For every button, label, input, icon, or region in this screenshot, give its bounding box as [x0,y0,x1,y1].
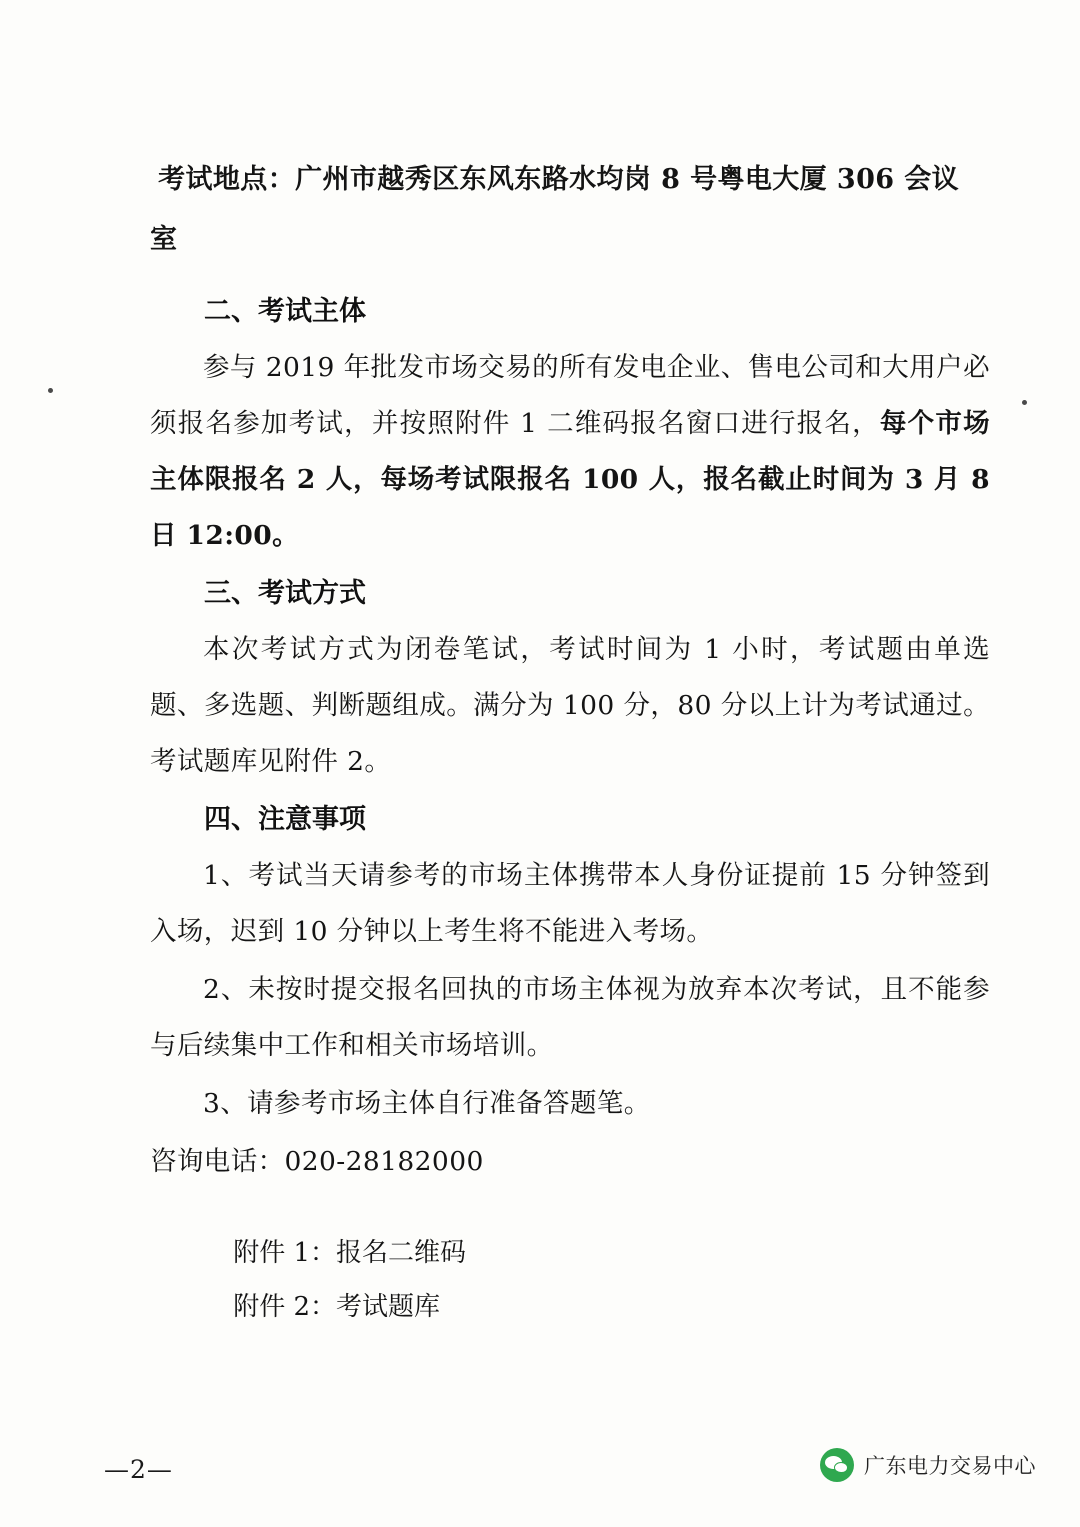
paragraph-exam-subject [150,340,990,564]
exam-location-label: 考试地点： [158,164,296,195]
text-run: 3、请参考市场主体自行准备答题笔。 [203,1088,651,1119]
text-run: 2、未按时提交报名回执的市场主体视为放弃本次考试，且不能参与后续集中工作和相关市场培训。 [150,974,990,1061]
attachment-item-2: 附件 2：考试题库 [233,1292,440,1322]
section-heading-exam-subject: 二、考试主体 [204,296,366,327]
section-heading-exam-format: 三、考试方式 [204,578,366,609]
paragraph-exam-format [150,622,990,790]
text-run: 本次考试方式为闭卷笔试，考试时间为 1 小时，考试题由单选题、多选题、判断题组成。满分为 100 分，80 分以上计为考试通过。考试题库见附件 2。 [150,634,990,777]
spacer [150,1192,990,1226]
text-run-emphasis: 每个市场主体限报名 2 人，每场考试限报名 100 人，报名截止时间为 3 月 8 日 12:00。 [150,408,990,551]
text-run: 咨询电话：020-28182000 [150,1146,484,1177]
exam-location-value: 广州市越秀区东风东路水均岗 8 号粤电大厦 306 会议 [295,164,960,195]
footer-brand-label: 广东电力交易中心 [864,1454,1036,1478]
scan-artifact-dot-left [48,388,53,393]
document-body [150,150,990,1334]
paragraph-contact-phone [150,1134,990,1190]
wechat-icon [820,1448,854,1482]
paragraph-note-2 [150,962,990,1074]
footer-brand [820,1448,1036,1482]
spacer [150,272,990,282]
section-heading-notes: 四、注意事项 [204,804,366,835]
paragraph-note-1 [150,848,990,960]
scan-artifact-dot-right [1022,400,1027,405]
text-run: 1、考试当天请参考的市场主体携带本人身份证提前 15 分钟签到入场，迟到 10 分钟以上考生将不能进入考场。 [150,860,990,947]
text-run: 参与 2019 年批发市场交易的所有发电企业、售电公司和大用户必须报名参加考试，并按照附件 1 二维码报名窗口进行报名， [150,352,990,439]
exam-location-wrap: 室 [150,224,178,255]
attachment-item-1: 附件 1：报名二维码 [233,1238,466,1268]
paragraph-note-3 [150,1076,990,1132]
page-number: —2— [104,1455,173,1484]
exam-location-line [150,150,990,270]
